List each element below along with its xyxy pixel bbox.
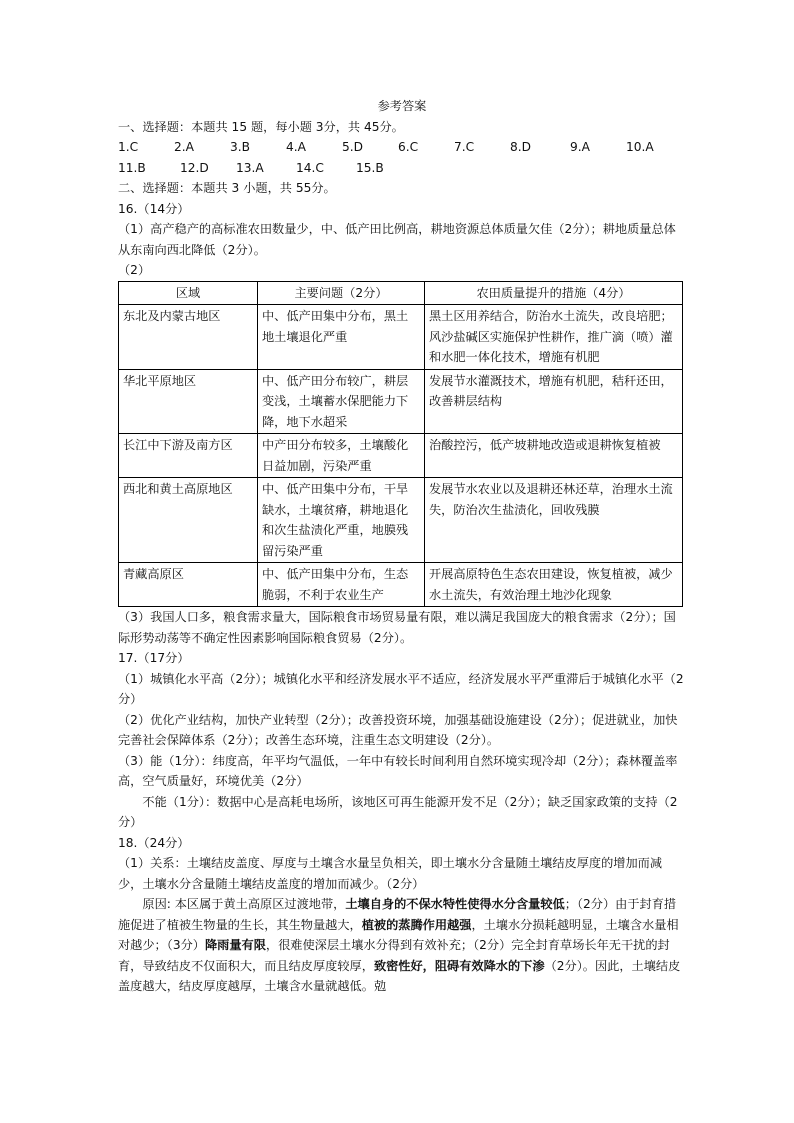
q17-part3-no: 不能（1分）：数据中心是高耗电场所，该地区可再生能源开发不足（2分）；缺乏国家政策的支持（2分）: [118, 794, 678, 829]
q18-reason-paragraph: [118, 894, 686, 997]
table-header: 主要问题（2分）: [258, 281, 425, 305]
page-title: 参考答案: [377, 99, 427, 113]
q18-heading: 18.（24分）: [118, 835, 190, 850]
table-cell-region: 长江中下游及南方区: [119, 434, 258, 478]
answer-item: 9.A: [570, 140, 590, 154]
table-cell-problem: 中、低产田集中分布，干旱缺水，土壤贫瘠，耕地退化和次生盐渍化严重，地膜残留污染严重: [258, 478, 425, 563]
q17-part3: （3）能（1分）：纬度高，年平均气温低，一年中有较长时间利用自然环境实现冷却（2分）；森林覆盖率高，空气质量好，环境优美（2分）: [118, 753, 678, 788]
text-run: （2分）。因此，土壤结皮盖度越大，结皮厚度越厚，土壤含水量就越低。: [118, 958, 681, 993]
answer-item: 2.A: [174, 140, 194, 154]
q16-heading: 16.（14分）: [118, 201, 190, 216]
answer-item: 11.B: [118, 160, 146, 175]
answer-item: 14.C: [296, 160, 324, 175]
table-header: 区域: [119, 281, 258, 305]
text-run-bold: 植被的蒸腾作用越强: [361, 917, 472, 932]
table-cell-problem: 中、低产田分布较广，耕层变浅，土壤蓄水保肥能力下降，地下水超采: [258, 369, 425, 434]
answers-row-2: [118, 158, 686, 179]
text-run-bold: 降雨量有限: [204, 938, 266, 952]
section2-heading: 二、选择题：本题共 3 小题，共 55分。: [118, 181, 336, 195]
table-cell-region: 华北平原地区: [119, 369, 258, 434]
q16-part1: （1）高产稳产的高标准农田数量少，中、低产田比例高，耕地资源总体质量欠佳（2分）；耕地质量总体从东南向西北降低（2分）。: [118, 222, 676, 257]
table-row: [119, 305, 683, 370]
answers-row-1: [118, 137, 686, 158]
table-cell-measures: 黑土区用养结合，防治水土流失，改良培肥；风沙盐碱区实施保护性耕作，推广滴（喷）灌和水肥一体化技术，增施有机肥: [425, 305, 683, 370]
table-row: [119, 563, 683, 607]
text-run: 原因: 本区属于黄土高原区过渡地带，: [142, 897, 346, 911]
answer-item: 3.B: [230, 140, 250, 154]
table-cell-region: 西北和黄土高原地区: [119, 478, 258, 563]
q16-part3: （3）我国人口多，粮食需求量大，国际粮食市场贸易量有限，难以满足我国庞大的粮食需求（2分）；国际形势动荡等不确定性因素影响国际粮食贸易（2分）。: [118, 610, 676, 645]
table-cell-region: 东北及内蒙古地区: [119, 305, 258, 370]
answer-sheet: [118, 96, 686, 997]
q16-part2-label: （2）: [118, 263, 151, 277]
table-header: 农田质量提升的措施（4分）: [425, 281, 683, 305]
table-cell-problem: 中、低产田集中分布，黑土地土壤退化严重: [258, 305, 425, 370]
table-row: [119, 434, 683, 478]
table-cell-measures: 发展节水农业以及退耕还林还草，治理水土流失，防治次生盐渍化，回收残膜: [425, 478, 683, 563]
answer-item: 5.D: [342, 140, 364, 154]
q17-part2: （2）优化产业结构，加快产业转型（2分）；改善投资环境，加强基础设施建设（2分）；促进就业，加快完善社会保障体系（2分）；改善生态环境，注重生态文明建设（2分）。: [118, 712, 678, 747]
table-cell-measures: 发展节水灌溉技术，增施有机肥，秸秆还田，改善耕层结构: [425, 369, 683, 434]
answer-item: 4.A: [286, 140, 306, 154]
q16-table: [118, 281, 683, 608]
answer-item: 15.B: [356, 160, 384, 175]
section1-heading: 一、选择题：本题共 15 题，每小题 3分，共 45分。: [118, 119, 404, 134]
table-cell-problem: 中、低产田集中分布，生态脆弱，不利于农业生产: [258, 563, 425, 607]
table-header-row: [119, 281, 683, 305]
answer-item: 1.C: [118, 140, 139, 154]
text-run-bold: 致密性好，阻碍有效降水的下渗: [373, 958, 545, 973]
stray-glyph: 勊: [373, 979, 387, 993]
answer-item: 10.A: [626, 140, 654, 154]
text-run: ，很难使深层土壤水分得到有效补充；（2分）完全封育草场长年无干扰的封育，导致结皮不仅面积大，而且结皮厚度较厚，: [118, 938, 670, 973]
answer-item: 13.A: [236, 160, 264, 175]
text-run: ，土壤水分损耗越明显，土壤含水量相对越少；（3分）: [118, 917, 679, 952]
text-run-bold: 土壤自身的不保水特性使得水分含量较低: [345, 897, 565, 911]
text-run: ；（2分）由于封育措施促进了植被生物量的生长，其生物量越大，: [118, 897, 677, 932]
q18-part1: （1）关系：土壤结皮盖度、厚度与土壤含水量呈负相关，即土壤水分含量随土壤结皮厚度的增加而减少，土壤水分含量随土壤结皮盖度的增加而减少。（2分）: [118, 856, 663, 891]
table-row: [119, 369, 683, 434]
answer-item: 8.D: [510, 140, 532, 154]
answer-item: 12.D: [180, 160, 209, 175]
table-cell-measures: 治酸控污，低产坡耕地改造或退耕恢复植被: [425, 434, 683, 478]
table-cell-region: 青藏高原区: [119, 563, 258, 607]
table-cell-measures: 开展高原特色生态农田建设，恢复植被，减少水土流失，有效治理土地沙化现象: [425, 563, 683, 607]
table-cell-problem: 中产田分布较多，土壤酸化日益加剧，污染严重: [258, 434, 425, 478]
q17-heading: 17.（17分）: [118, 651, 190, 665]
q17-part1: （1）城镇化水平高（2分）；城镇化水平和经济发展水平不适应，经济发展水平严重滞后于城镇化水平（2分）: [118, 671, 684, 706]
answer-item: 7.C: [454, 140, 475, 154]
answer-item: 6.C: [398, 140, 419, 154]
table-row: [119, 478, 683, 563]
